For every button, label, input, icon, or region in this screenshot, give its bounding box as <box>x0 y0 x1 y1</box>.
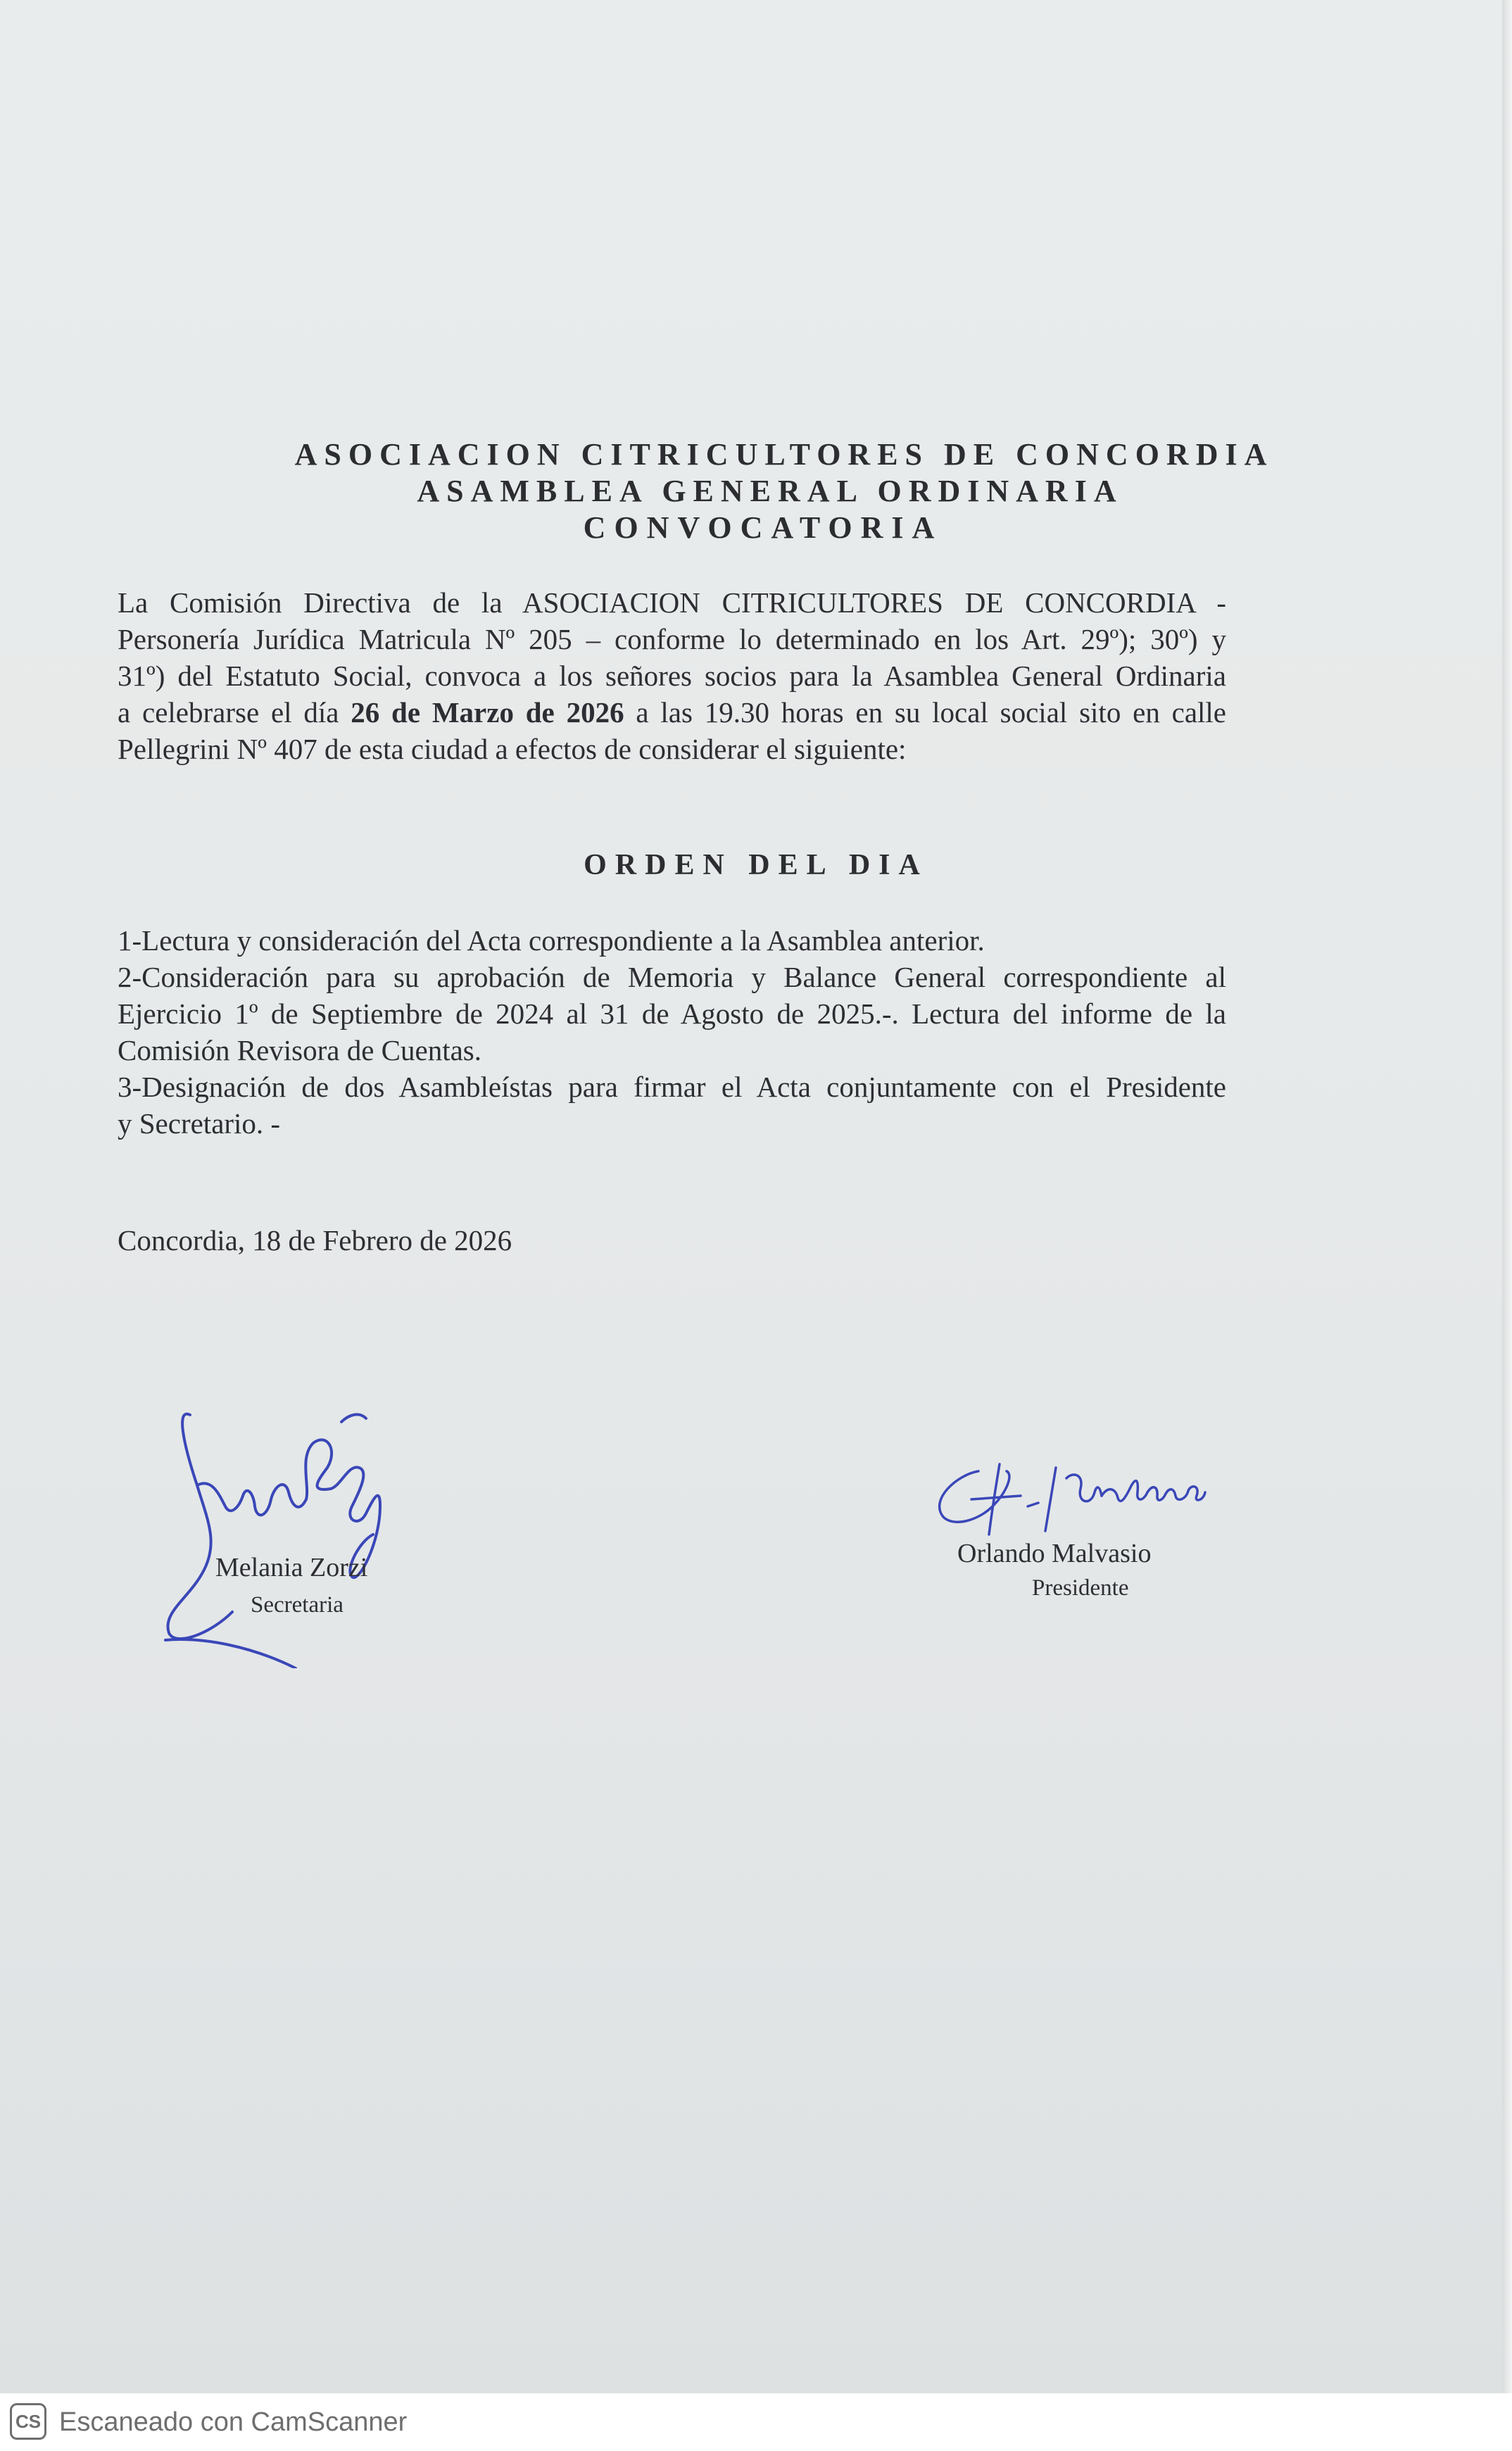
intro-line: Personería Jurídica Matricula Nº 205 – conforme lo determinado en los Art. 29º); 30º) y <box>118 623 1226 655</box>
signature-secretary-graphic <box>148 1401 486 1668</box>
intro-line: 31º) del Estatuto Social, convoca a los señores socios para la Asamblea General Ordinaria <box>118 660 1226 692</box>
agenda-item: 2-Consideración para su aprobación de Memoria y Balance General correspondiente al <box>118 961 1226 993</box>
intro-text: a las 19.30 horas en su local social sito en calle <box>624 696 1227 729</box>
agenda-list <box>118 922 1226 1142</box>
agenda-item-continuation: Ejercicio 1º de Septiembre de 2024 al 31 de Agosto de 2025.-. Lectura del informe de la <box>118 997 1226 1030</box>
intro-line: La Comisión Directiva de la ASOCIACION CITRICULTORES DE CONCORDIA - <box>118 586 1226 619</box>
signer-role-secretary: Secretaria <box>251 1592 344 1618</box>
signer-role-president: Presidente <box>1032 1575 1129 1601</box>
heading-association: ASOCIACION CITRICULTORES DE CONCORDIA <box>294 437 1274 472</box>
intro-line-date <box>118 694 1226 731</box>
heading-assembly: ASAMBLEA GENERAL ORDINARIA <box>417 474 1123 508</box>
intro-text: a celebrarse el día <box>118 696 351 729</box>
heading-convocatoria: CONVOCATORIA <box>583 510 943 545</box>
agenda-item-continuation: y Secretario. - <box>118 1107 281 1140</box>
intro-line: Pellegrini Nº 407 de esta ciudad a efectos de considerar el siguiente: <box>118 733 907 765</box>
assembly-date: 26 de Marzo de 2026 <box>351 696 624 729</box>
scanner-watermark-text: Escaneado con CamScanner <box>59 2407 408 2437</box>
agenda-item: 3-Designación de dos Asambleístas para firmar el Acta conjuntamente con el Presidente <box>118 1071 1226 1103</box>
intro-paragraph <box>118 584 1226 767</box>
page-edge <box>1502 0 1512 2393</box>
agenda-title: ORDEN DEL DIA <box>584 849 928 881</box>
scanner-footer <box>0 2393 1512 2451</box>
signer-name-secretary: Melania Zorzi <box>215 1553 368 1582</box>
agenda-item: 1-Lectura y consideración del Acta correspondiente a la Asamblea anterior. <box>118 924 985 957</box>
place-and-date: Concordia, 18 de Febrero de 2026 <box>118 1224 512 1256</box>
signer-name-president: Orlando Malvasio <box>957 1539 1152 1568</box>
camscanner-logo-icon: CS <box>10 2403 46 2440</box>
agenda-item-continuation: Comisión Revisora de Cuentas. <box>118 1034 482 1066</box>
